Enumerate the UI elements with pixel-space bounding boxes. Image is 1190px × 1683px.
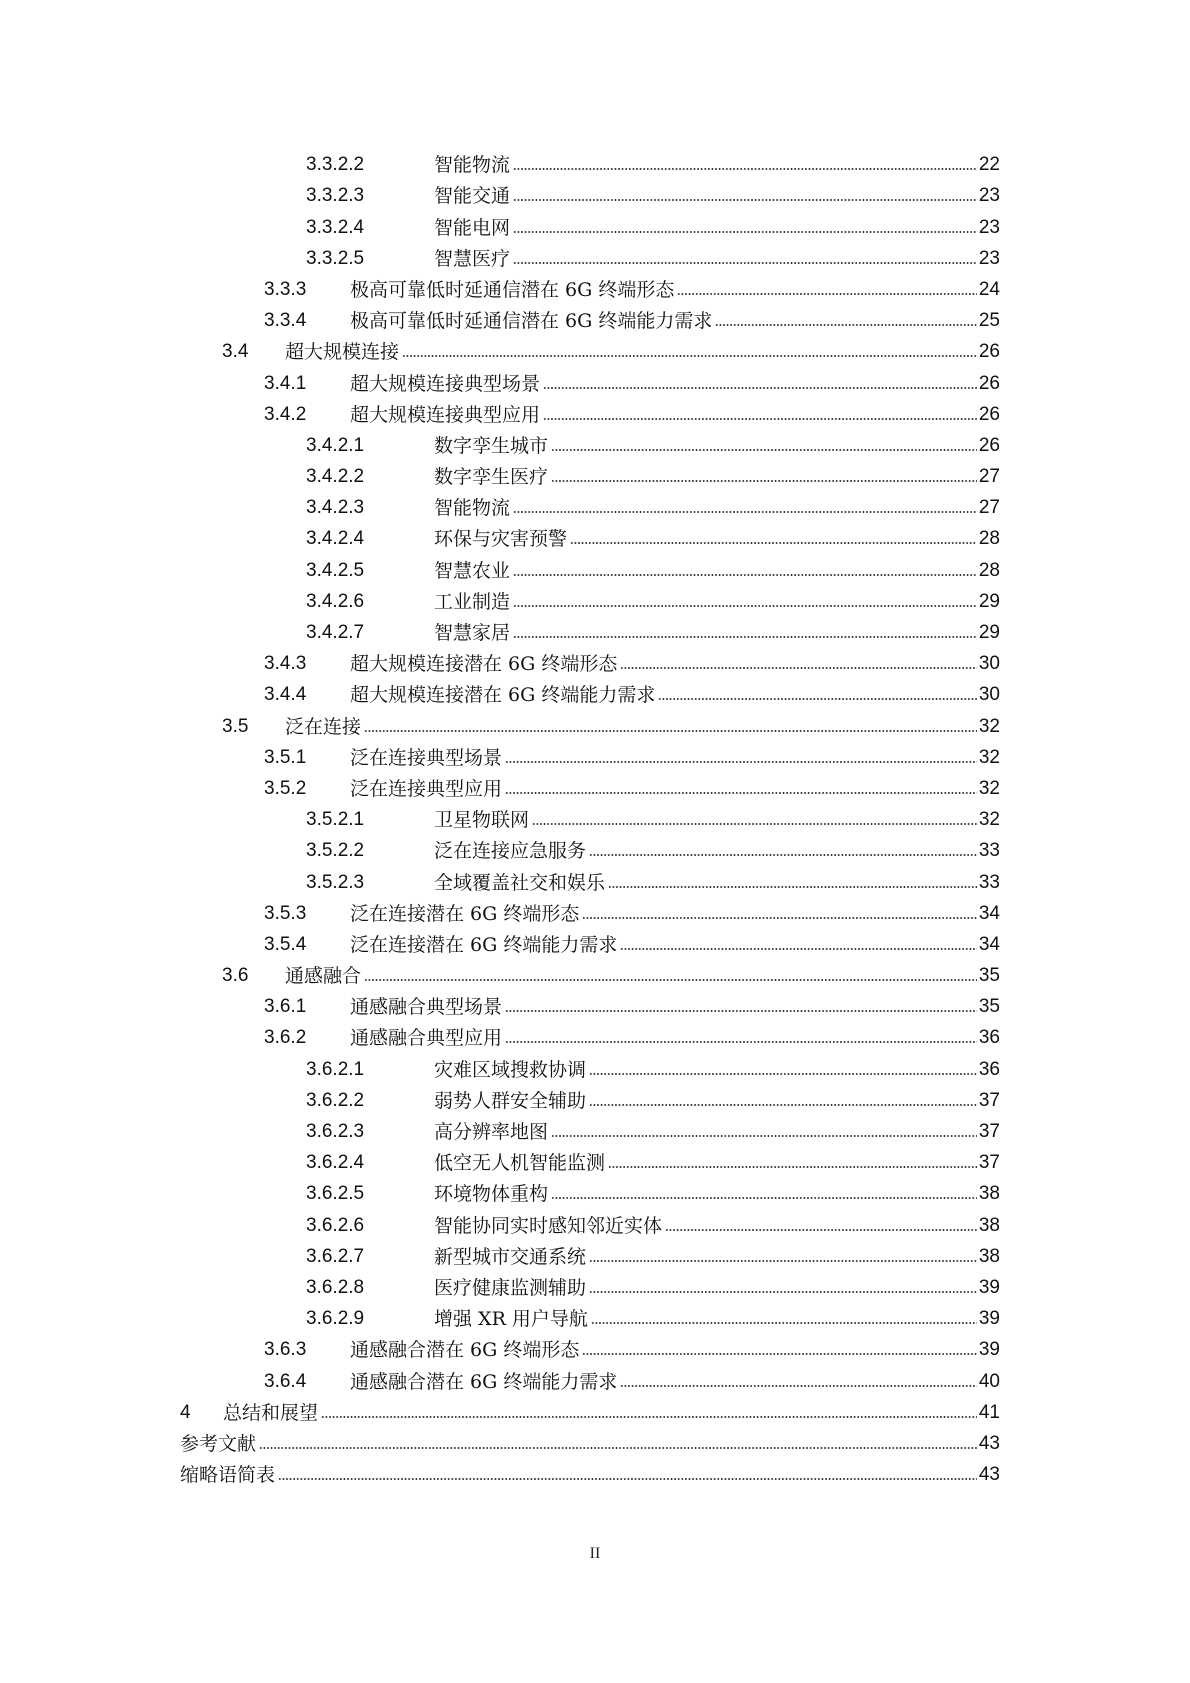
toc-entry-page: 36 (978, 1058, 1000, 1080)
toc-entry-number: 3.5.1 (264, 746, 307, 768)
toc-entry[interactable] (0, 426, 1190, 457)
toc-dot-leader (532, 821, 977, 827)
toc-dot-leader (665, 1227, 977, 1233)
toc-dot-leader (620, 946, 977, 952)
toc-dot-leader (513, 634, 977, 640)
toc-dot-leader (589, 852, 977, 858)
toc-entry-title: 灾难区域搜救协调 (434, 1058, 587, 1081)
toc-entry-page: 39 (978, 1339, 1000, 1361)
toc-entry-page: 26 (978, 403, 1000, 425)
toc-entry-page: 32 (978, 746, 1000, 768)
toc-dot-leader (364, 977, 977, 983)
toc-entry-number: 3.6.4 (264, 1370, 307, 1392)
toc-entry-page: 24 (978, 278, 1000, 300)
toc-dot-leader (589, 1289, 977, 1295)
toc-entry[interactable] (0, 987, 1190, 1018)
toc-entry-page: 35 (978, 965, 1000, 987)
toc-entry-title: 智能物流 (434, 497, 511, 520)
toc-entry[interactable] (0, 800, 1190, 831)
toc-entry-page: 43 (978, 1432, 1000, 1454)
toc-entry-page: 40 (978, 1370, 1000, 1392)
toc-entry-title: 卫星物联网 (434, 809, 530, 832)
toc-dot-leader (513, 603, 977, 609)
toc-entry[interactable] (0, 207, 1190, 238)
toc-entry-title: 高分辨率地图 (434, 1121, 549, 1143)
toc-dot-leader (505, 759, 977, 765)
toc-entry-number: 3.3.2.4 (306, 216, 365, 238)
toc-entry-number: 3.6.2.7 (306, 1245, 365, 1267)
toc-entry[interactable] (0, 1455, 1190, 1486)
toc-entry-number: 3.4.3 (264, 653, 307, 675)
toc-entry[interactable] (0, 1018, 1190, 1049)
toc-entry-page: 36 (978, 1027, 1000, 1049)
toc-entry-page: 37 (978, 1089, 1000, 1111)
toc-dot-leader (513, 166, 977, 172)
toc-entry-page: 27 (978, 497, 1000, 519)
toc-dot-leader (513, 509, 977, 515)
toc-entry[interactable] (0, 956, 1190, 987)
toc-entry[interactable] (0, 488, 1190, 519)
toc-entry-page: 29 (978, 590, 1000, 612)
toc-entry-number: 3.5.3 (264, 902, 307, 924)
toc-entry-page: 22 (978, 154, 1000, 176)
toc-entry[interactable] (0, 395, 1190, 426)
toc-entry-number: 3.4.2.2 (306, 466, 365, 488)
toc-entry[interactable] (0, 1361, 1190, 1392)
toc-entry[interactable] (0, 239, 1190, 270)
toc-entry-title: 环保与灾害预警 (434, 528, 568, 551)
toc-entry-number: 3.3.2.3 (306, 185, 365, 207)
toc-entry-page: 30 (978, 684, 1000, 706)
toc-entry-title: 超大规模连接潜在 6G 终端能力需求 (350, 684, 656, 707)
toc-entry-page: 37 (978, 1121, 1000, 1142)
toc-entry[interactable] (0, 363, 1190, 394)
toc-entry-title: 医疗健康监测辅助 (434, 1276, 587, 1299)
toc-entry[interactable] (0, 1237, 1190, 1268)
toc-entry[interactable] (0, 1143, 1190, 1174)
toc-dot-leader (715, 322, 977, 328)
toc-entry-number: 3.4.2.1 (306, 434, 365, 456)
toc-dot-leader (259, 1445, 977, 1451)
page-number: II (589, 1545, 601, 1562)
toc-entry[interactable] (0, 1330, 1190, 1361)
toc-entry-page: 23 (978, 216, 1000, 238)
toc-entry[interactable] (0, 176, 1190, 207)
toc-entry-title: 低空无人机智能监测 (434, 1152, 606, 1175)
toc-entry-page: 26 (978, 372, 1000, 394)
toc-dot-leader (402, 353, 977, 359)
toc-entry-page: 38 (978, 1245, 1000, 1267)
toc-entry[interactable] (0, 1393, 1190, 1424)
toc-entry-title: 智慧医疗 (434, 247, 511, 270)
toc-dot-leader (513, 260, 977, 266)
toc-dot-leader (589, 1071, 977, 1077)
toc-dot-leader (608, 884, 977, 890)
toc-entry-number: 3.4.4 (264, 684, 307, 706)
toc-entry-number: 3.6.2.5 (306, 1183, 365, 1205)
toc-entry-number: 3.3.2.5 (306, 247, 365, 269)
toc-entry-title: 极高可靠低时延通信潜在 6G 终端能力需求 (350, 310, 713, 333)
toc-entry[interactable] (0, 270, 1190, 301)
toc-entry-page: 37 (978, 1152, 1000, 1174)
toc-entry[interactable] (0, 582, 1190, 613)
toc-entry-page: 33 (978, 871, 1000, 893)
toc-entry-page: 39 (978, 1276, 1000, 1298)
toc-entry-page: 43 (978, 1464, 1000, 1486)
toc-entry-number: 3.5.2 (264, 777, 307, 799)
toc-entry-number: 3.4.2 (264, 403, 307, 425)
toc-entry-page: 38 (978, 1214, 1000, 1236)
toc-entry-title: 智能电网 (434, 216, 511, 239)
toc-dot-leader (505, 1039, 977, 1045)
toc-entry[interactable] (0, 145, 1190, 176)
toc-entry-title: 参考文献 (180, 1432, 257, 1455)
toc-entry-number: 3.3.2.2 (306, 154, 365, 176)
toc-entry-number: 3.4.2.7 (306, 622, 365, 643)
toc-entry-title: 通感融合潜在 6G 终端形态 (350, 1339, 580, 1362)
toc-entry-title: 泛在连接潜在 6G 终端能力需求 (350, 933, 618, 956)
toc-dot-leader (513, 197, 977, 203)
toc-dot-leader (620, 665, 977, 671)
toc-entry-number: 3.5.2.2 (306, 840, 365, 862)
toc-entry-page: 35 (978, 996, 1000, 1018)
toc-entry-title: 超大规模连接 (285, 341, 400, 364)
toc-dot-leader (620, 1383, 977, 1389)
toc-entry-title: 通感融合 (285, 965, 362, 988)
toc-dot-leader (505, 790, 977, 796)
toc-entry[interactable] (0, 1424, 1190, 1455)
toc-entry-title: 工业制造 (434, 590, 511, 613)
toc-entry-number: 3.4.2.5 (306, 559, 365, 581)
toc-dot-leader (608, 1164, 977, 1170)
toc-dot-leader (582, 1351, 977, 1357)
toc-entry-number: 3.6.2.4 (306, 1152, 365, 1174)
toc-entry-title: 智慧农业 (434, 559, 511, 582)
toc-entry-page: 23 (978, 185, 1000, 207)
toc-entry[interactable] (0, 301, 1190, 332)
toc-entry-title: 全域覆盖社交和娱乐 (434, 871, 606, 894)
toc-entry-page: 28 (978, 528, 1000, 550)
toc-entry-title: 泛在连接典型场景 (350, 746, 503, 769)
toc-entry-title: 数字孪生医疗 (434, 466, 549, 489)
toc-dot-leader (513, 229, 977, 235)
toc-entry-number: 3.3.3 (264, 278, 307, 300)
toc-dot-leader (321, 1414, 977, 1420)
toc-entry-page: 27 (978, 466, 1000, 488)
toc-entry-page: 26 (978, 341, 1000, 363)
toc-entry-title: 泛在连接典型应用 (350, 777, 503, 800)
toc-entry-number: 3.6.2 (264, 1027, 307, 1049)
toc-dot-leader (543, 416, 977, 422)
toc-entry-title: 增强 XR 用户导航 (434, 1308, 588, 1331)
toc-entry-title: 智能交通 (434, 185, 511, 208)
toc-entry-number: 3.6.2.9 (306, 1308, 365, 1330)
toc-entry-title: 智能协同实时感知邻近实体 (434, 1214, 663, 1237)
toc-entry-title: 泛在连接应急服务 (434, 840, 587, 863)
toc-entry-title: 通感融合潜在 6G 终端能力需求 (350, 1370, 618, 1393)
toc-dot-leader (591, 1320, 977, 1326)
toc-entry-number: 3.4.2.3 (306, 497, 365, 519)
toc-entry[interactable] (0, 1112, 1190, 1143)
toc-entry-number: 3.5.2.1 (306, 809, 365, 831)
toc-entry-title: 智慧家居 (434, 622, 511, 644)
toc-dot-leader (658, 696, 977, 702)
toc-entry-page: 28 (978, 559, 1000, 581)
toc-entry[interactable] (0, 738, 1190, 769)
toc-dot-leader (551, 447, 977, 453)
toc-dot-leader (551, 1133, 977, 1139)
toc-entry[interactable] (0, 519, 1190, 550)
toc-entry-number: 3.4.2.4 (306, 528, 365, 550)
toc-entry[interactable] (0, 1174, 1190, 1205)
toc-entry[interactable] (0, 831, 1190, 862)
toc-entry-number: 3.6 (222, 965, 249, 987)
toc-entry-number: 3.3.4 (264, 310, 307, 332)
toc-entry-number: 3.6.1 (264, 996, 307, 1018)
toc-entry[interactable] (0, 769, 1190, 800)
toc-entry[interactable] (0, 925, 1190, 956)
toc-entry-title: 智能物流 (434, 154, 511, 177)
toc-entry-page: 34 (978, 933, 1000, 955)
toc-entry[interactable] (0, 1049, 1190, 1080)
toc-entry-number: 3.6.2.8 (306, 1276, 365, 1298)
toc-entry-number: 3.5.2.3 (306, 871, 365, 893)
toc-entry-page: 32 (978, 809, 1000, 831)
toc-entry[interactable] (0, 613, 1190, 644)
toc-entry-number: 3.5.4 (264, 933, 307, 955)
toc-entry-number: 3.4.1 (264, 372, 307, 394)
toc-entry-page: 38 (978, 1183, 1000, 1205)
toc-entry-title: 缩略语简表 (180, 1464, 276, 1487)
toc-entry[interactable] (0, 457, 1190, 488)
toc-entry-title: 总结和展望 (223, 1401, 319, 1424)
toc-entry-number: 3.4 (222, 341, 249, 363)
toc-entry-title: 新型城市交通系统 (434, 1245, 587, 1268)
toc-entry[interactable] (0, 1299, 1190, 1330)
toc-entry-page: 23 (978, 247, 1000, 269)
toc-entry[interactable] (0, 675, 1190, 706)
toc-entry-title: 数字孪生城市 (434, 434, 549, 457)
toc-entry-title: 超大规模连接潜在 6G 终端形态 (350, 653, 618, 676)
toc-dot-leader (513, 572, 977, 578)
toc-entry[interactable] (0, 332, 1190, 363)
toc-entry-number: 3.5 (222, 715, 249, 737)
toc-entry-title: 通感融合典型应用 (350, 1027, 503, 1050)
toc-entry-page: 41 (978, 1401, 1000, 1423)
toc-entry-page: 34 (978, 902, 1000, 924)
toc-dot-leader (551, 1195, 977, 1201)
toc-dot-leader (570, 540, 977, 546)
toc-entry-page: 25 (978, 310, 1000, 332)
toc-dot-leader (677, 291, 977, 297)
toc-entry-number: 4 (180, 1401, 191, 1423)
toc-entry-page: 33 (978, 840, 1000, 862)
toc-entry-number: 3.6.2.3 (306, 1121, 365, 1142)
toc-entry[interactable] (0, 894, 1190, 925)
toc-dot-leader (505, 1008, 977, 1014)
toc-entry-title: 极高可靠低时延通信潜在 6G 终端形态 (350, 278, 675, 301)
toc-entry[interactable] (0, 644, 1190, 675)
toc-entry-page: 32 (978, 715, 1000, 737)
toc-entry-page: 30 (978, 653, 1000, 675)
toc-entry-title: 环境物体重构 (434, 1183, 549, 1206)
toc-entry-title: 超大规模连接典型应用 (350, 403, 541, 426)
toc-entry-page: 32 (978, 777, 1000, 799)
toc-entry-number: 3.6.2.2 (306, 1089, 365, 1111)
toc-entry-number: 3.4.2.6 (306, 590, 365, 612)
toc-dot-leader (364, 728, 977, 734)
toc-dot-leader (278, 1476, 977, 1482)
toc-entry[interactable] (0, 706, 1190, 737)
toc-entry-title: 泛在连接 (285, 715, 362, 738)
toc-entry[interactable] (0, 1081, 1190, 1112)
toc-entry-title: 通感融合典型场景 (350, 996, 503, 1019)
toc-entry-title: 超大规模连接典型场景 (350, 372, 541, 395)
toc-dot-leader (582, 915, 977, 921)
toc-entry-number: 3.6.2.6 (306, 1214, 365, 1236)
toc-entry[interactable] (0, 1205, 1190, 1236)
toc-dot-leader (589, 1258, 977, 1264)
toc-entry-number: 3.6.2.1 (306, 1058, 365, 1080)
toc-dot-leader (543, 385, 977, 391)
toc-entry[interactable] (0, 550, 1190, 581)
toc-entry[interactable] (0, 1268, 1190, 1299)
toc-entry-title: 泛在连接潜在 6G 终端形态 (350, 902, 580, 925)
toc-entry-title: 弱势人群安全辅助 (434, 1089, 587, 1112)
toc-entry-page: 29 (978, 622, 1000, 643)
toc-entry-number: 3.6.3 (264, 1339, 307, 1361)
toc-entry-page: 26 (978, 434, 1000, 456)
toc-dot-leader (589, 1102, 977, 1108)
toc-entry-page: 39 (978, 1308, 1000, 1330)
toc-dot-leader (551, 478, 977, 484)
table-of-contents (0, 145, 1190, 1486)
toc-entry[interactable] (0, 862, 1190, 893)
